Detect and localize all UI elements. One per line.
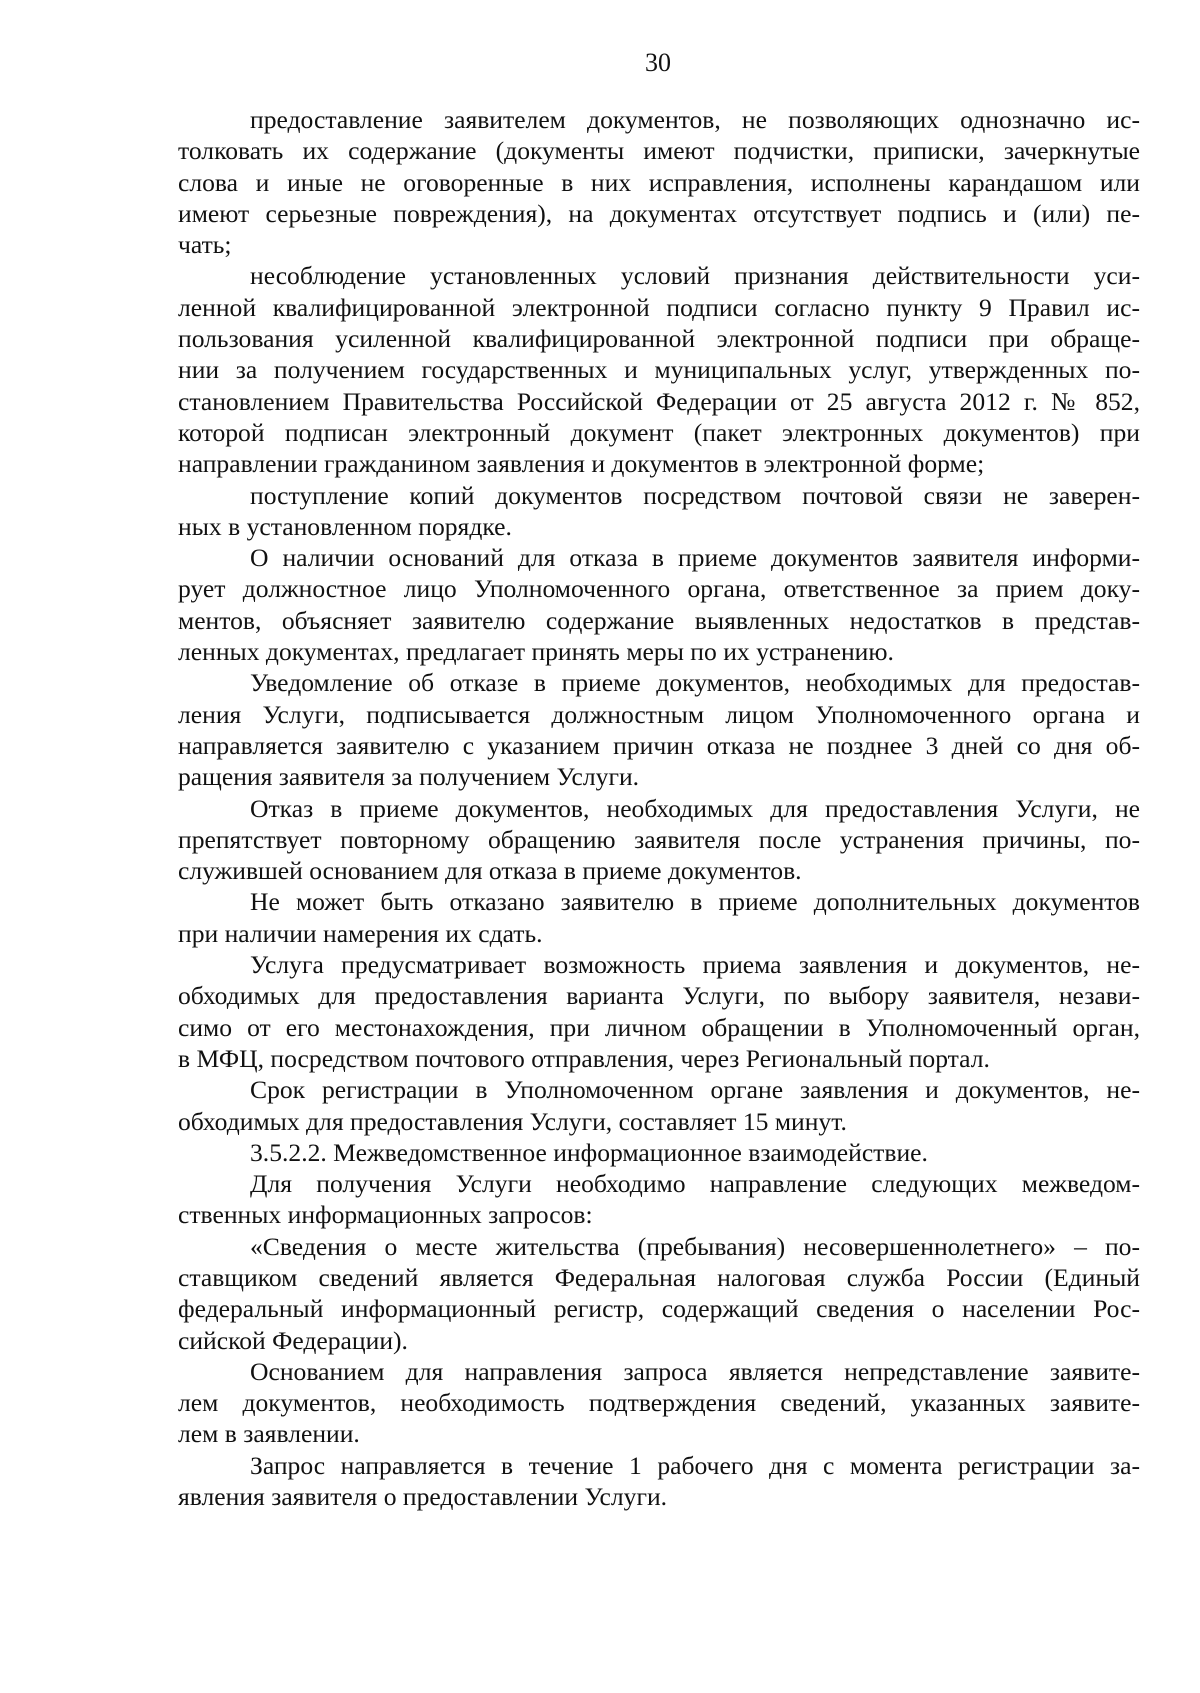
text-line: поступление копий документов посредством почтовой связи не заверен- (250, 480, 1140, 510)
text-line: рует должностное лицо Уполномоченного органа, ответственное за прием доку- (178, 574, 1140, 604)
text-line: которой подписан электронный документ (пакет электронных документов) при (178, 417, 1140, 447)
paragraph (178, 667, 1140, 792)
text-line: Услуга предусматривает возможность приема заявления и документов, не- (250, 950, 1140, 980)
text-line: предоставление заявителем документов, не позволяющих однозначно ис- (250, 105, 1140, 134)
text-line: сийской Федерации). (178, 1325, 408, 1355)
text-line: несоблюдение установленных условий признания действительности уси- (250, 261, 1140, 291)
document-body (178, 104, 1140, 1512)
text-line: О наличии оснований для отказа в приеме документов заявителя информи- (250, 543, 1140, 573)
text-line: Отказ в приеме документов, необходимых для предоставления Услуги, не (250, 793, 1140, 823)
text-line: Не может быть отказано заявителю в приеме дополнительных документов (250, 887, 1140, 917)
text-line: ления Услуги, подписывается должностным лицом Уполномоченного органа и (178, 699, 1140, 729)
text-line: становлением Правительства Российской Федерации от 25 августа 2012 г. № 852, (178, 386, 1140, 416)
text-line: слова и иные не оговоренные в них исправления, исполнены карандашом или (178, 167, 1140, 197)
text-line: лем в заявлении. (178, 1419, 360, 1449)
text-line: толковать их содержание (документы имеют подчистки, приписки, зачеркнутые (178, 136, 1140, 166)
text-line: пользования усиленной квалифицированной электронной подписи при обраще- (178, 324, 1140, 354)
text-line: 3.5.2.2. Межведомственное информационное взаимодействие. (250, 1137, 928, 1167)
text-line: ленной квалифицированной электронной подписи согласно пункту 9 Правил ис- (178, 292, 1140, 322)
text-line: «Сведения о месте жительства (пребывания) несовершеннолетнего» – по- (250, 1231, 1140, 1261)
paragraph (178, 260, 1140, 479)
paragraph (178, 104, 1140, 260)
text-line: Для получения Услуги необходимо направление следующих межведом- (250, 1169, 1140, 1199)
text-line: ментов, объясняет заявителю содержание выявленных недостатков в представ- (178, 605, 1140, 635)
text-line: служившей основанием для отказа в приеме документов. (178, 856, 802, 886)
text-line: в МФЦ, посредством почтового отправления, через Региональный портал. (178, 1043, 990, 1073)
text-line: имеют серьезные повреждения), на документах отсутствует подпись и (или) пе- (178, 198, 1140, 228)
text-line: обходимых для предоставления варианта Услуги, по выбору заявителя, незави- (178, 981, 1140, 1011)
paragraph (178, 793, 1140, 887)
text-line: ленных документах, предлагает принять меры по их устранению. (178, 637, 894, 667)
text-line: Основанием для направления запроса является непредставление заявите- (250, 1356, 1140, 1386)
text-line: явления заявителя о предоставлении Услуги. (178, 1482, 668, 1512)
text-line: ных в установленном порядке. (178, 511, 512, 541)
page-number: 30 (645, 48, 671, 77)
text-line: направлении гражданином заявления и документов в электронной форме; (178, 449, 985, 479)
paragraph (178, 1450, 1140, 1513)
paragraph (178, 480, 1140, 543)
paragraph (178, 1074, 1140, 1137)
paragraph (178, 886, 1140, 949)
text-line: Срок регистрации в Уполномоченном органе заявления и документов, не- (250, 1075, 1140, 1105)
text-line: ращения заявителя за получением Услуги. (178, 762, 640, 792)
text-line: симо от его местонахождения, при личном обращении в Уполномоченный орган, (178, 1012, 1140, 1042)
text-line: ственных информационных запросов: (178, 1200, 593, 1230)
text-line: ставщиком сведений является Федеральная налоговая служба России (Единый (178, 1262, 1140, 1292)
text-line: лем документов, необходимость подтверждения сведений, указанных заявите- (178, 1388, 1140, 1418)
paragraph (178, 1168, 1140, 1231)
text-line: при наличии намерения их сдать. (178, 918, 543, 948)
paragraph (178, 1356, 1140, 1450)
paragraph (178, 542, 1140, 667)
text-line: Запрос направляется в течение 1 рабочего дня с момента регистрации за- (250, 1450, 1140, 1480)
text-line: Уведомление об отказе в приеме документов, необходимых для предостав- (250, 668, 1140, 698)
text-line: обходимых для предоставления Услуги, составляет 15 минут. (178, 1106, 847, 1136)
paragraph (178, 1137, 1140, 1168)
text-line: чать; (178, 230, 232, 260)
text-line: федеральный информационный регистр, содержащий сведения о населении Рос- (178, 1294, 1140, 1324)
paragraph (178, 949, 1140, 1074)
paragraph (178, 1231, 1140, 1356)
text-line: нии за получением государственных и муниципальных услуг, утвержденных по- (178, 355, 1140, 385)
text-line: направляется заявителю с указанием причин отказа не позднее 3 дней со дня об- (178, 730, 1140, 760)
text-line: препятствует повторному обращению заявителя после устранения причины, по- (178, 824, 1140, 854)
